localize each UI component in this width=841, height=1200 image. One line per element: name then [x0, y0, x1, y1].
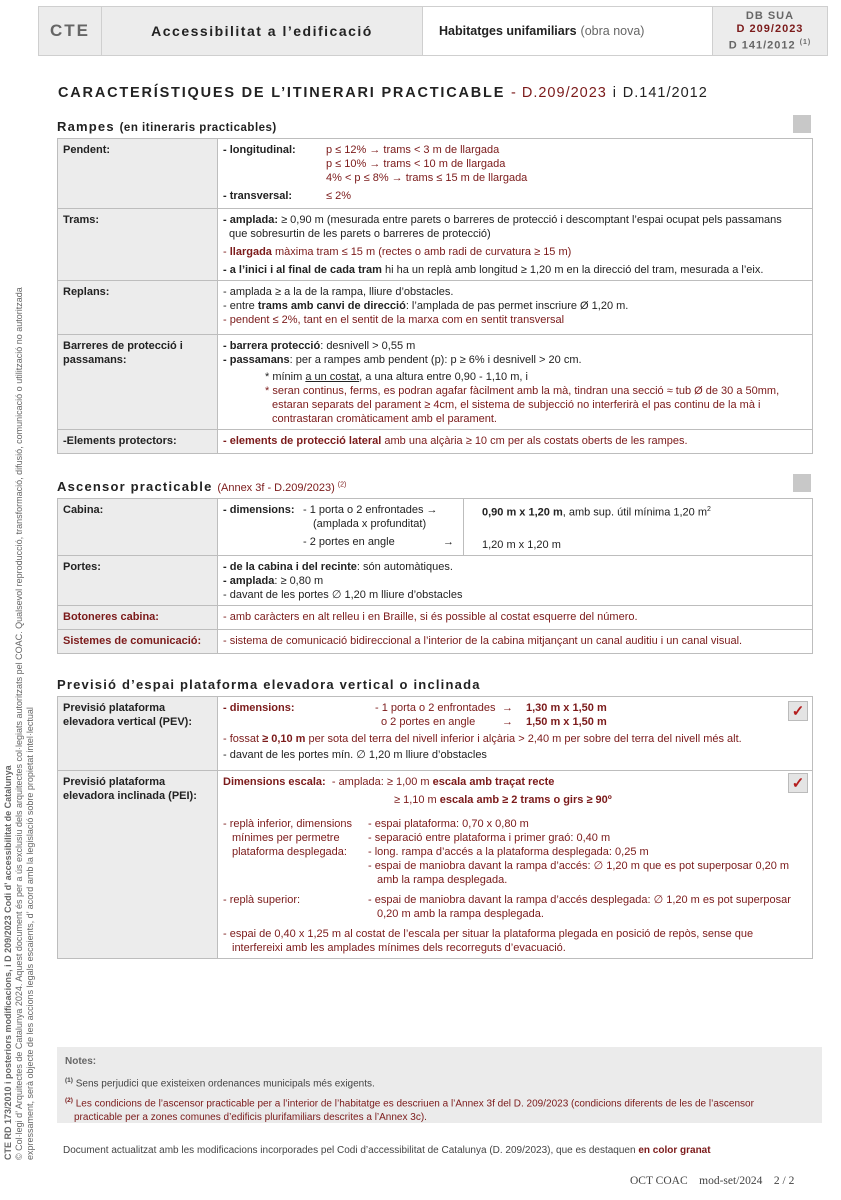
checkmark-icon[interactable]: ✓ [788, 701, 808, 721]
row-content [218, 281, 813, 335]
barrera-label: - barrera protecció [223, 340, 321, 352]
arrow-icon: → [443, 536, 454, 548]
decree-141-label: D 141/2012 [728, 39, 796, 52]
table-row [58, 629, 813, 653]
page-footer [630, 1175, 794, 1187]
notes-box [57, 1047, 822, 1123]
note-text: Les condicions de l’ascensor practicable per a l’interior de l’habitatge es descriuen a l’Annex 3f del D. 209/2023 (condicions diferents de les de l’ascensor [72, 1098, 754, 1110]
elements-text: amb una alçària ≥ 10 cm per als costats oberts de les rampes. [381, 435, 688, 447]
dimensions-label: - dimensions: [223, 504, 295, 516]
espai-plegada: interfereixi amb les amplades mínimes dels recorreguts d’evacuació. [232, 942, 566, 954]
passamans-text: : per a rampes amb pendent (p): p ≥ 6% i desnivell > 20 cm. [289, 354, 582, 366]
section-marker [793, 115, 811, 133]
espai-plegada: - espai de 0,40 x 1,25 m al costat de l’escala per situar la plataforma plegada en posició de repòs, sense que [223, 928, 754, 940]
repla-inferior-rule: - long. rampa d’accés a la plataforma desplegada: 0,25 m [368, 846, 649, 858]
row-content [218, 335, 813, 430]
cabina-value: 1,20 m x 1,20 m [482, 538, 561, 551]
llargada-text: màxima tram ≤ 15 m (rectes o amb radi de curvatura ≥ 15 m) [271, 246, 572, 258]
passamans-rule: contrastaran cromàticament amb el parament. [272, 413, 497, 425]
portes-label: - amplada [223, 574, 275, 587]
pev-value: 1,30 m x 1,50 m [526, 702, 607, 714]
escala-type: escala amb traçat recte [432, 776, 555, 788]
cte-label: CTE [39, 7, 102, 55]
note-text: Sens perjudici que existeixen ordenances municipals més exigents. [72, 1078, 375, 1090]
row-content [218, 139, 813, 209]
pev-value: 1,50 m x 1,50 m [526, 716, 607, 728]
repla-superior-rule: - espai de maniobra davant la rampa d’accés desplegada: ∅ 1,20 m es pot superposar [368, 894, 791, 906]
table-row [58, 281, 813, 335]
fossat-text: per sota del terra del nivell inferior i alçària > 2,40 m per sobre del terra del nivell més alt. [305, 733, 742, 745]
side-line-3: expressament, serà objecte de les accions legals escaients, d’ acord amb la legislació sobre propietat intel·lectual [25, 707, 35, 1160]
slope-rule: p ≤ 12% → trams < 3 m de llargada [326, 144, 500, 156]
arrow-icon: → [502, 702, 513, 714]
building-type-label: Habitatges unifamiliars [439, 24, 577, 38]
inici-text: hi ha un replà amb longitud ≥ 1,20 m en la direcció del tram, mesurada a l’eix. [381, 264, 764, 276]
side-line-2: © Col·legi d’ Arquitectes de Catalunya 2024. Aquest document és per a ús exclusiu dels arquitectes col·legiats autoritzats pel COAC. Qualsevol reproducció, transformació, difusió, comunicació o utilització no autoritzada [14, 287, 24, 1160]
escala-type: escala amb ≥ 2 trams o girs ≥ 90º [439, 794, 612, 806]
repla-inferior-rule: - espai de maniobra davant la rampa d’accés: ∅ 1,20 m que es pot superposar 0,20 m [368, 860, 790, 872]
passamans-label: - passamans [223, 354, 290, 366]
checkmark-icon[interactable]: ✓ [788, 773, 808, 793]
repla-inferior-label: mínimes per permetre [232, 832, 340, 844]
passamans-rule: , a una altura entre 0,90 - 1,10 m, i [359, 371, 528, 383]
rampes-subheading: (en itineraris practicables) [119, 122, 277, 134]
row-label: Previsió plataforma elevadora inclinada (PEI): [58, 771, 218, 959]
table-row [58, 139, 813, 209]
escala-value: ≥ 1,10 m [394, 794, 440, 806]
replans-line: - pendent ≤ 2%, tant en el sentit de la marxa com en sentit transversal [223, 314, 565, 326]
table-row [58, 335, 813, 430]
building-type [423, 7, 713, 55]
db-sua: DB SUA [745, 9, 795, 22]
passamans-rule-underlined: a un costat [305, 371, 360, 383]
amplada-label: - amplada: [223, 214, 279, 226]
row-content [218, 499, 813, 556]
row-label: Cabina: [58, 499, 218, 556]
page-number: 2 / 2 [773, 1175, 795, 1187]
rampes-table [57, 138, 813, 454]
replans-line-a: - entre [223, 300, 258, 312]
notes-heading: Notes: [65, 1056, 97, 1067]
pev-option: - 1 porta o 2 enfrontades [375, 702, 496, 714]
barrera-text: : desnivell > 0,55 m [320, 340, 416, 352]
title-ref: - D.209/2023 [511, 85, 607, 101]
cabina-value-note: , amb sup. útil mínima 1,20 m [562, 506, 708, 519]
cabina-option: - 2 portes en angle [303, 536, 395, 548]
row-label: Portes: [58, 555, 218, 605]
title-main: CARACTERÍSTIQUES DE L’ITINERARI PRACTICABLE [58, 85, 506, 101]
section-marker [793, 474, 811, 492]
llargada-label: llargada [229, 246, 272, 258]
slope-rule: p ≤ 10% → trams < 10 m de llargada [326, 158, 506, 170]
row-content [218, 209, 813, 281]
cabina-option: - 1 porta o 2 enfrontades → [303, 504, 438, 516]
note-number: (1) [65, 1077, 73, 1084]
row-label: Trams: [58, 209, 218, 281]
document-update-note [63, 1145, 711, 1156]
superscript: 2 [707, 506, 711, 513]
elements-label: - elements de protecció lateral [223, 435, 382, 447]
portes-text: - davant de les portes ∅ 1,20 m lliure d’obstacles [223, 588, 463, 601]
annex-text: (Annex 3f - D.209/2023) [217, 482, 335, 494]
annex-note: (2) [337, 481, 347, 489]
pev-davant: - davant de les portes mín. ∅ 1,20 m lliure d’obstacles [223, 749, 487, 761]
row-label: Pendent: [58, 139, 218, 209]
section-rampes [57, 119, 277, 134]
title-ref2: D.141/2012 [622, 85, 708, 101]
amplada-text-cont: que sobresurtin de les parets o barreres de protecció) [229, 228, 491, 240]
portes-text: : ≥ 0,80 m [274, 574, 324, 587]
section-plataforma: Previsió d’espai plataforma elevadora vertical o inclinada [57, 677, 481, 692]
replans-line-c: : l’amplada de pas permet inscriure Ø 1,20 m. [405, 300, 629, 312]
passamans-rule: * seran continus, ferms, es podran agafar fàcilment amb la mà, tindran una secció ≈ tub Ø de 30 a 50mm, [265, 385, 780, 397]
decree-141-note: (1) [799, 38, 812, 46]
decree-141 [729, 36, 812, 53]
table-row [58, 555, 813, 605]
portes-text: : són automàtiques. [356, 560, 453, 573]
cabina-option-note: (amplada x profunditat) [313, 518, 427, 530]
ascensor-heading: Ascensor practicable [57, 479, 213, 494]
inici-label: - a l’inici i al final de cada tram [223, 264, 382, 276]
row-content [218, 555, 813, 605]
cabina-value: 0,90 m x 1,20 m [482, 506, 563, 519]
row-label: Replans: [58, 281, 218, 335]
transversal-label: - transversal: [223, 190, 293, 202]
repla-inferior-rule: - separació entre plataforma i primer graó: 0,40 m [368, 832, 611, 844]
repla-superior-rule: 0,20 m amb la rampa desplegada. [377, 908, 544, 920]
page-title [58, 85, 708, 101]
passamans-rule: estaran separats del parament ≥ 4cm, el sistema de subjecció no interferirà el pas continu de la mà i [272, 399, 761, 411]
building-type-sub: (obra nova) [580, 24, 645, 38]
row-content: - sistema de comunicació bidireccional a l’interior de la cabina mitjançant un canal auditiu i un canal visual. [218, 629, 813, 653]
replans-line-b: trams amb canvi de direcció [257, 300, 406, 312]
update-highlight: en color granat [638, 1145, 711, 1156]
ascensor-table [57, 498, 813, 654]
escala-value: - amplada: ≥ 1,00 m [331, 776, 433, 788]
title-conj: i [612, 85, 617, 101]
row-label: Sistemes de comunicació: [58, 629, 218, 653]
repla-superior-label: - replà superior: [223, 894, 301, 906]
dimensions-label: - dimensions: [223, 702, 295, 714]
table-row [58, 771, 813, 959]
note-text: practicable per a zones comunes d’edificis plurifamiliars descrites a l’Annex 3c). [74, 1111, 427, 1123]
passamans-rule: * mínim [265, 371, 306, 383]
table-row [58, 499, 813, 556]
update-text: Document actualitzat amb les modificacions incorporades pel Codi d’accessibilitat de Catalunya (D. 209/2023), que es destaquen [63, 1145, 639, 1156]
longitudinal-label: - longitudinal: [223, 144, 296, 156]
llargada-dash: - [223, 246, 230, 258]
amplada-text: ≥ 0,90 m (mesurada entre parets o barreres de protecció i descomptant l’espai ocupat pels passamans [278, 214, 782, 226]
slope-rule: 4% < p ≤ 8% → trams ≤ 15 m de llargada [326, 172, 528, 184]
row-content [218, 697, 813, 771]
side-legal-text [0, 0, 38, 1200]
row-label: Barreres de protecció i passamans: [58, 335, 218, 430]
header-title: Accessibilitat a l’edificació [102, 7, 423, 55]
fossat-dash: - fossat [223, 733, 263, 745]
decree-209: D 209/2023 [736, 22, 804, 35]
section-ascensor [57, 479, 346, 494]
replans-line: - amplada ≥ a la de la rampa, lliure d’obstacles. [223, 286, 454, 298]
repla-inferior-rule: amb la rampa desplegada. [377, 874, 508, 886]
document-header [38, 6, 828, 56]
repla-inferior-rule: - espai plataforma: 0,70 x 0,80 m [368, 818, 529, 830]
transversal-value: ≤ 2% [326, 190, 351, 202]
rampes-heading: Rampes [57, 119, 115, 134]
row-label: -Elements protectors: [58, 430, 218, 454]
ascensor-annex [217, 482, 346, 494]
plataforma-table [57, 696, 813, 959]
table-row [58, 209, 813, 281]
db-reference [713, 7, 827, 55]
portes-label: - de la cabina i del recinte [223, 560, 357, 573]
fossat-value: ≥ 0,10 m [262, 733, 306, 745]
side-line-1: CTE RD 173/2010 i posteriors modificacions, i D 209/2023 Codi d’ accessibilitat de Catalunya [3, 765, 13, 1160]
table-row [58, 430, 813, 454]
row-content [218, 771, 813, 959]
table-row [58, 697, 813, 771]
row-content: - amb caràcters en alt relleu i en Braille, si és possible al costat esquerre del número. [218, 605, 813, 629]
repla-inferior-label: - replà inferior, dimensions [223, 818, 353, 830]
pev-option: o 2 portes en angle [381, 716, 476, 728]
row-label: Botoneres cabina: [58, 605, 218, 629]
arrow-icon: → [502, 716, 513, 728]
row-content [218, 430, 813, 454]
repla-inferior-label: plataforma desplegada: [232, 846, 347, 858]
table-row [58, 605, 813, 629]
footer-org: OCT COAC [630, 1175, 688, 1187]
row-label: Previsió plataforma elevadora vertical (PEV): [58, 697, 218, 771]
footer-version: mod-set/2024 [699, 1175, 763, 1187]
note-number: (2) [65, 1097, 73, 1105]
escala-label: Dimensions escala: [223, 776, 326, 788]
